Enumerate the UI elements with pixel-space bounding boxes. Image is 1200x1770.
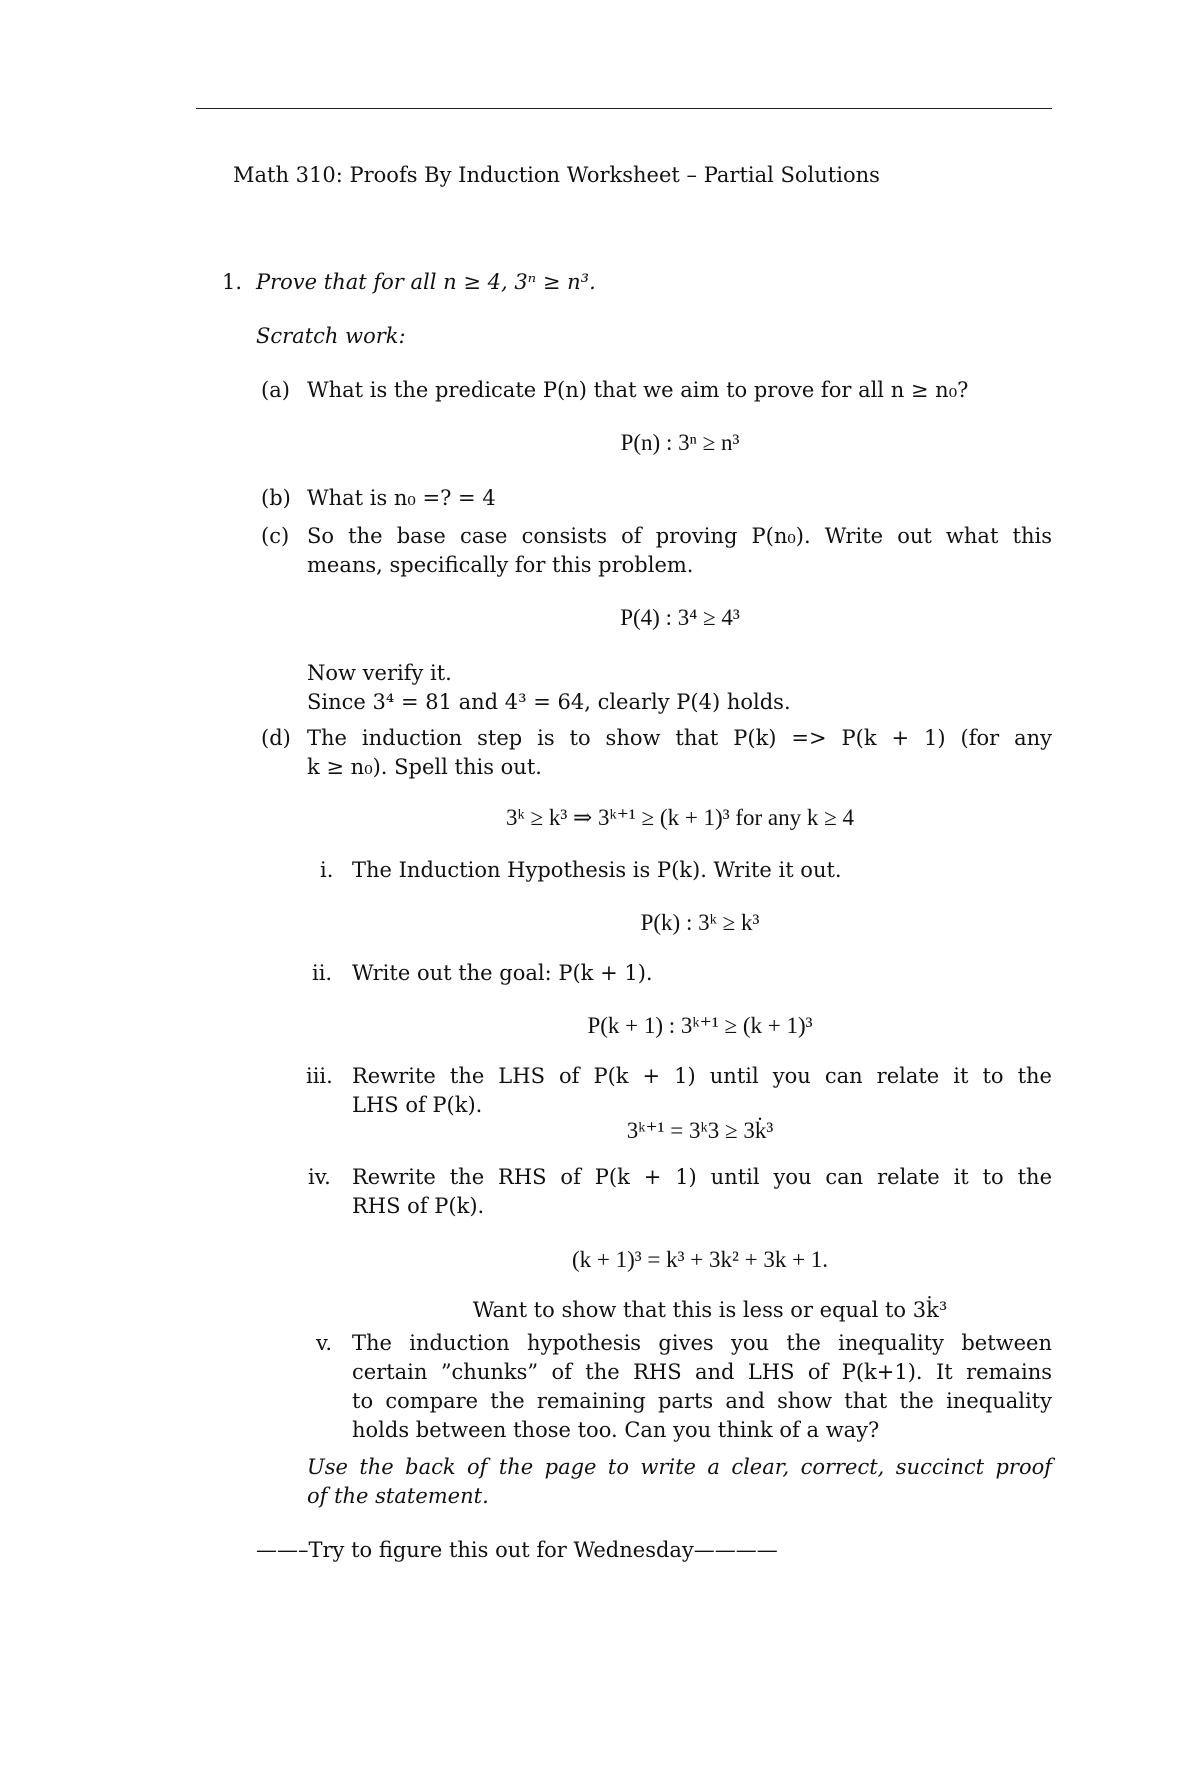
subpart-i-label: i. <box>320 858 334 882</box>
instruction-line2: of the statement. <box>307 1484 489 1508</box>
part-c-text-line1: So the base case consists of proving P(n₀). Write out what this <box>307 524 1052 548</box>
instruction-line1: Use the back of the page to write a clear, correct, succinct proof <box>307 1455 1052 1479</box>
subpart-i-display: P(k) : 3ᵏ ≥ k³ <box>640 910 760 935</box>
part-d-text-line2: k ≥ n₀). Spell this out. <box>307 755 542 779</box>
scratch-label: Scratch work: <box>256 324 406 348</box>
subpart-iv-want: Want to show that this is less or equal to 3k̇³ <box>472 1298 948 1322</box>
problem-statement: Prove that for all n ≥ 4, 3ⁿ ≥ n³. <box>256 270 596 294</box>
part-c-since: Since 3⁴ = 81 and 4³ = 64, clearly P(4) holds. <box>307 690 791 714</box>
subpart-iv-text-line1: Rewrite the RHS of P(k + 1) until you can relate it to the <box>352 1165 1052 1189</box>
subpart-ii-label: ii. <box>312 961 333 985</box>
subpart-iii-text-line1: Rewrite the LHS of P(k + 1) until you can relate it to the <box>352 1064 1052 1088</box>
footer-note: ——–Try to figure this out for Wednesday———— <box>256 1538 778 1562</box>
part-d-display: 3ᵏ ≥ k³ ⇒ 3ᵏ⁺¹ ≥ (k + 1)³ for any k ≥ 4 <box>505 805 855 830</box>
subpart-iv-display: (k + 1)³ = k³ + 3k² + 3k + 1. <box>571 1247 829 1272</box>
part-b-text: What is n₀ =? = 4 <box>307 486 496 510</box>
subpart-iv-text-line2: RHS of P(k). <box>352 1194 485 1218</box>
top-rule <box>196 108 1052 109</box>
part-d-text-line1: The induction step is to show that P(k) => P(k + 1) (for any <box>307 726 1052 750</box>
subpart-v-line4: holds between those too. Can you think of a way? <box>352 1418 880 1442</box>
subpart-ii-display: P(k + 1) : 3ᵏ⁺¹ ≥ (k + 1)³ <box>587 1013 813 1038</box>
part-c-label: (c) <box>261 524 290 548</box>
part-d-label: (d) <box>261 726 291 750</box>
subpart-v-line2: certain ”chunks” of the RHS and LHS of P(k+1). It remains <box>352 1360 1052 1384</box>
part-a-display: P(n) : 3ⁿ ≥ n³ <box>620 430 740 455</box>
problem-number: 1. <box>222 270 243 294</box>
subpart-iii-display: 3ᵏ⁺¹ = 3ᵏ3 ≥ 3k̇³ <box>626 1118 774 1143</box>
part-a-label: (a) <box>261 378 290 402</box>
worksheet-title: Math 310: Proofs By Induction Worksheet – Partial Solutions <box>233 163 880 187</box>
subpart-iii-text-line2: LHS of P(k). <box>352 1093 483 1117</box>
part-a-text: What is the predicate P(n) that we aim to prove for all n ≥ n₀? <box>307 378 969 402</box>
part-c-text-line2: means, specifically for this problem. <box>307 553 694 577</box>
subpart-iii-label: iii. <box>306 1064 333 1088</box>
subpart-v-line3: to compare the remaining parts and show that the inequality <box>352 1389 1052 1413</box>
subpart-ii-text: Write out the goal: P(k + 1). <box>352 961 653 985</box>
part-b-label: (b) <box>261 486 291 510</box>
subpart-iv-label: iv. <box>308 1165 331 1189</box>
subpart-v-line1: The induction hypothesis gives you the inequality between <box>352 1331 1052 1355</box>
subpart-i-text: The Induction Hypothesis is P(k). Write it out. <box>352 858 842 882</box>
subpart-v-label: v. <box>316 1331 333 1355</box>
part-c-display: P(4) : 3⁴ ≥ 4³ <box>620 605 740 630</box>
part-c-verify: Now verify it. <box>307 661 452 685</box>
